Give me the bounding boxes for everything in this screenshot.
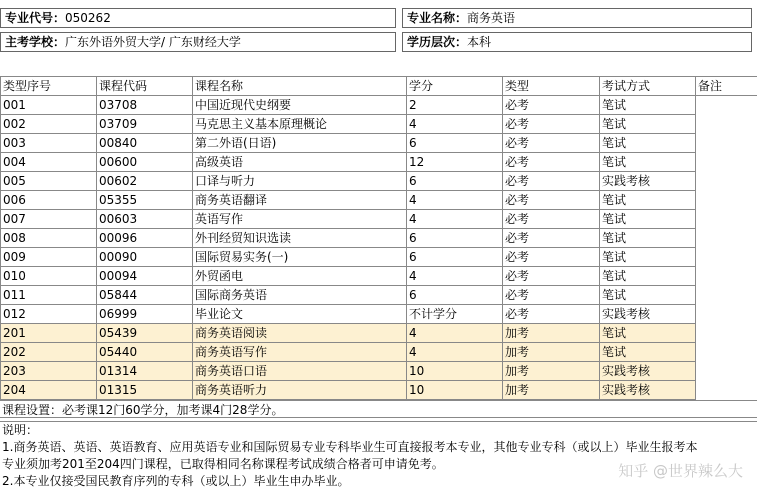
col-header-exam: 考试方式	[600, 77, 696, 96]
cell-remark	[696, 96, 757, 115]
cell-type: 必考	[503, 267, 600, 286]
table-header-row	[1, 77, 757, 96]
cell-credit: 4	[407, 267, 503, 286]
cell-credit: 4	[407, 343, 503, 362]
cell-code: 05355	[97, 191, 193, 210]
cell-code: 00090	[97, 248, 193, 267]
cell-seq: 203	[1, 362, 97, 381]
cell-credit: 4	[407, 191, 503, 210]
course-table	[0, 76, 757, 400]
cell-name: 商务英语口语	[193, 362, 407, 381]
watermark: 知乎 @世界辣么大	[618, 462, 743, 480]
notes-line-1: 1.商务英语、英语、英语教育、应用英语专业和国际贸易专业专科毕业生可直接报考本专业，其他专业专科（或以上）毕业生报考本	[2, 440, 698, 454]
cell-seq: 008	[1, 229, 97, 248]
cell-name: 口译与听力	[193, 172, 407, 191]
cell-seq: 201	[1, 324, 97, 343]
cell-seq: 001	[1, 96, 97, 115]
cell-exam: 笔试	[600, 286, 696, 305]
cell-remark	[696, 191, 757, 210]
cell-remark	[696, 343, 757, 362]
table-row	[1, 191, 757, 210]
cell-exam: 笔试	[600, 115, 696, 134]
table-row	[1, 362, 757, 381]
cell-remark	[696, 362, 757, 381]
table-row	[1, 210, 757, 229]
col-header-remark: 备注	[696, 77, 757, 96]
cell-type: 必考	[503, 191, 600, 210]
cell-exam: 实践考核	[600, 305, 696, 324]
cell-credit: 10	[407, 381, 503, 400]
cell-seq: 002	[1, 115, 97, 134]
cell-credit: 4	[407, 115, 503, 134]
cell-seq: 004	[1, 153, 97, 172]
major-name-label: 专业名称：	[407, 11, 468, 25]
col-header-code: 课程代码	[97, 77, 193, 96]
cell-code: 05439	[97, 324, 193, 343]
cell-credit: 不计学分	[407, 305, 503, 324]
cell-code: 06999	[97, 305, 193, 324]
cell-remark	[696, 248, 757, 267]
cell-code: 05440	[97, 343, 193, 362]
cell-exam: 笔试	[600, 324, 696, 343]
school-label: 主考学校：	[5, 35, 66, 49]
cell-type: 必考	[503, 286, 600, 305]
cell-name: 商务英语写作	[193, 343, 407, 362]
cell-type: 必考	[503, 229, 600, 248]
cell-exam: 笔试	[600, 191, 696, 210]
cell-exam: 笔试	[600, 229, 696, 248]
cell-exam: 实践考核	[600, 362, 696, 381]
cell-remark	[696, 267, 757, 286]
cell-credit: 4	[407, 210, 503, 229]
major-code-value: 050262	[65, 11, 111, 25]
cell-seq: 202	[1, 343, 97, 362]
cell-credit: 6	[407, 248, 503, 267]
cell-type: 必考	[503, 153, 600, 172]
table-row	[1, 343, 757, 362]
notes-title: 说明：	[2, 423, 39, 437]
cell-exam: 笔试	[600, 267, 696, 286]
major-code-box	[0, 8, 396, 28]
cell-remark	[696, 153, 757, 172]
cell-type: 必考	[503, 134, 600, 153]
cell-name: 商务英语阅读	[193, 324, 407, 343]
cell-seq: 007	[1, 210, 97, 229]
cell-code: 00603	[97, 210, 193, 229]
cell-name: 英语写作	[193, 210, 407, 229]
table-row	[1, 96, 757, 115]
cell-code: 03709	[97, 115, 193, 134]
cell-type: 必考	[503, 210, 600, 229]
cell-credit: 6	[407, 286, 503, 305]
cell-exam: 笔试	[600, 343, 696, 362]
cell-code: 00602	[97, 172, 193, 191]
cell-exam: 笔试	[600, 96, 696, 115]
table-row	[1, 153, 757, 172]
cell-remark	[696, 286, 757, 305]
table-row	[1, 229, 757, 248]
cell-remark	[696, 381, 757, 400]
cell-credit: 2	[407, 96, 503, 115]
cell-credit: 10	[407, 362, 503, 381]
major-code-label: 专业代号：	[5, 11, 66, 25]
cell-type: 加考	[503, 362, 600, 381]
cell-name: 外刊经贸知识选读	[193, 229, 407, 248]
cell-exam: 实践考核	[600, 172, 696, 191]
cell-seq: 012	[1, 305, 97, 324]
cell-type: 必考	[503, 248, 600, 267]
level-value: 本科	[467, 35, 492, 49]
cell-name: 高级英语	[193, 153, 407, 172]
cell-code: 00094	[97, 267, 193, 286]
table-row	[1, 324, 757, 343]
notes-line-2: 专业须加考201至204四门课程，已取得相同名称课程考试成绩合格者可申请免考。	[2, 457, 444, 471]
cell-remark	[696, 134, 757, 153]
cell-code: 00840	[97, 134, 193, 153]
school-box	[0, 32, 396, 52]
notes-line-3: 2.本专业仅接受国民教育序列的专科（或以上）毕业生申办毕业。	[2, 474, 350, 488]
cell-type: 加考	[503, 343, 600, 362]
cell-name: 国际商务英语	[193, 286, 407, 305]
cell-seq: 204	[1, 381, 97, 400]
level-label: 学历层次：	[407, 35, 468, 49]
cell-seq: 010	[1, 267, 97, 286]
level-box	[402, 32, 752, 52]
cell-type: 必考	[503, 96, 600, 115]
cell-name: 中国近现代史纲要	[193, 96, 407, 115]
cell-remark	[696, 305, 757, 324]
cell-code: 01314	[97, 362, 193, 381]
col-header-type: 类型	[503, 77, 600, 96]
cell-seq: 011	[1, 286, 97, 305]
cell-type: 必考	[503, 305, 600, 324]
table-row	[1, 267, 757, 286]
cell-credit: 4	[407, 324, 503, 343]
cell-code: 00096	[97, 229, 193, 248]
cell-remark	[696, 172, 757, 191]
cell-name: 国际贸易实务(一)	[193, 248, 407, 267]
col-header-seq: 类型序号	[1, 77, 97, 96]
cell-remark	[696, 324, 757, 343]
cell-code: 03708	[97, 96, 193, 115]
cell-name: 第二外语(日语)	[193, 134, 407, 153]
table-row	[1, 115, 757, 134]
cell-seq: 009	[1, 248, 97, 267]
cell-exam: 笔试	[600, 134, 696, 153]
cell-code: 01315	[97, 381, 193, 400]
major-name-value: 商务英语	[467, 11, 516, 25]
cell-name: 商务英语听力	[193, 381, 407, 400]
course-summary: 课程设置：必考课12门60学分，加考课4门28学分。	[0, 400, 757, 418]
cell-credit: 12	[407, 153, 503, 172]
table-row	[1, 286, 757, 305]
cell-name: 马克思主义基本原理概论	[193, 115, 407, 134]
cell-seq: 005	[1, 172, 97, 191]
cell-exam: 笔试	[600, 248, 696, 267]
cell-credit: 6	[407, 229, 503, 248]
cell-type: 加考	[503, 381, 600, 400]
cell-credit: 6	[407, 172, 503, 191]
cell-name: 外贸函电	[193, 267, 407, 286]
major-name-box	[402, 8, 752, 28]
table-row	[1, 305, 757, 324]
cell-type: 必考	[503, 115, 600, 134]
cell-remark	[696, 210, 757, 229]
cell-seq: 003	[1, 134, 97, 153]
table-row	[1, 134, 757, 153]
cell-remark	[696, 229, 757, 248]
table-row	[1, 381, 757, 400]
col-header-name: 课程名称	[193, 77, 407, 96]
cell-code: 00600	[97, 153, 193, 172]
cell-remark	[696, 115, 757, 134]
cell-credit: 6	[407, 134, 503, 153]
cell-seq: 006	[1, 191, 97, 210]
school-value: 广东外语外贸大学/ 广东财经大学	[65, 35, 241, 49]
cell-name: 毕业论文	[193, 305, 407, 324]
cell-exam: 笔试	[600, 210, 696, 229]
cell-exam: 笔试	[600, 153, 696, 172]
table-row	[1, 172, 757, 191]
cell-exam: 实践考核	[600, 381, 696, 400]
cell-type: 加考	[503, 324, 600, 343]
cell-type: 必考	[503, 172, 600, 191]
cell-code: 05844	[97, 286, 193, 305]
cell-name: 商务英语翻译	[193, 191, 407, 210]
col-header-credit: 学分	[407, 77, 503, 96]
table-row	[1, 248, 757, 267]
